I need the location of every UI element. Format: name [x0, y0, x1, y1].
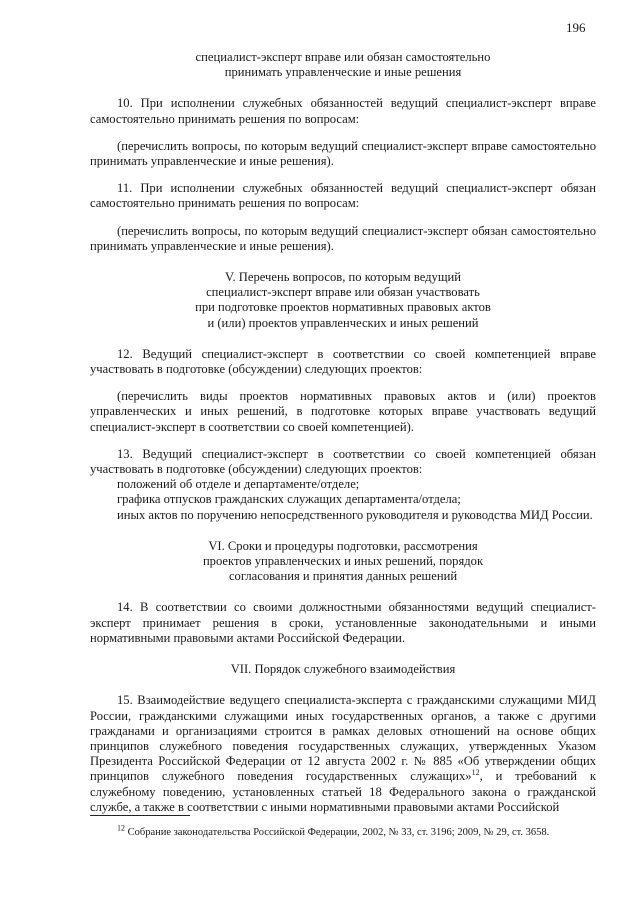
paragraph-11: 11. При исполнении служебных обязанностей ведущий специалист-эксперт обязан самостоятельно принимать решения по вопросам: — [90, 181, 596, 211]
heading-line: специалист-эксперт вправе или обязан самостоятельно — [195, 50, 491, 64]
intro-heading — [90, 50, 596, 80]
section-6-title — [90, 539, 596, 585]
section-title-line: V. Перечень вопросов, по которым ведущий — [225, 270, 461, 285]
paragraph-13-item: иных актов по поручению непосредственного руководителя и руководства МИД России. — [117, 507, 593, 522]
section-title-line: VI. Сроки и процедуры подготовки, рассмотрения — [208, 538, 478, 553]
paragraph-10-list: (перечислить вопросы, по которым ведущий специалист-эксперт вправе самостоятельно принимать управленческие и иные решения). — [90, 138, 596, 169]
paragraph-12-list: (перечислить виды проектов нормативных правовых актов и (или) проектов управленческих и иных решений, в подготовке которых вправе участвовать ведущий специалист-эксперт в соответствии со своей компетенцией). — [90, 389, 596, 434]
section-title-line: при подготовке проектов нормативных правовых актов — [195, 300, 491, 315]
section-title-line: проектов управленческих и иных решений, порядок — [202, 554, 484, 569]
paragraph-10: 10. При исполнении служебных обязанностей ведущий специалист-эксперт вправе самостоятельно принимать решения по вопросам: — [90, 96, 596, 126]
paragraph-13-item: положений об отделе и департаменте/отделе; — [117, 477, 360, 492]
footnote — [90, 823, 596, 839]
footnote-marker: 12 — [117, 823, 125, 833]
section-title-line: специалист-эксперт вправе или обязан участвовать — [206, 285, 480, 300]
paragraph-15 — [90, 693, 596, 815]
document-body — [90, 50, 596, 815]
section-title-line: и (или) проектов управленческих и иных решений — [207, 315, 479, 330]
paragraph-13-item: графика отпусков гражданских служащих департамента/отдела; — [117, 492, 461, 507]
paragraph-12: 12. Ведущий специалист-эксперт в соответствии со своей компетенцией вправе участвовать в подготовке (обсуждении) следующих проектов: — [90, 346, 596, 377]
footnote-text: Собрание законодательства Российской Федерации, 2002, № 33, ст. 3196; 2009, № 29, ст. 3658. — [125, 827, 550, 838]
footnote-reference[interactable]: 12 — [471, 768, 480, 778]
paragraph-11-list: (перечислить вопросы, по которым ведущий специалист-эксперт обязан самостоятельно принимать управленческие и иные решения). — [90, 223, 596, 253]
footnote-divider — [90, 815, 190, 816]
section-5-title — [90, 270, 596, 331]
paragraph-14: 14. В соответствии со своими должностными обязанностями ведущий специалист-эксперт принимает решения в сроки, установленные законодательными и иными нормативными правовыми актами Российской Федерации. — [90, 600, 596, 645]
section-title-line: согласования и принятия данных решений — [228, 569, 458, 584]
page-number: 196 — [566, 20, 586, 35]
paragraph-13: 13. Ведущий специалист-эксперт в соответствии со своей компетенцией обязан участвовать в подготовке (обсуждении) следующих проектов: — [90, 446, 596, 477]
section-7-title: VII. Порядок служебного взаимодействия — [230, 662, 456, 677]
paragraph-15-text: 15. Взаимодействие ведущего специалиста-эксперта с гражданскими служащими МИД России, гражданскими служащими иных государственных органов, а также с другими гражданами и организациями строится в рамках деловых отношений на основе общих принципов служебного поведения государственных служащих, утвержденных Указом Президента Российской Федерации от 12 августа 2002 г. № 885 «Об утверждении общих принципов служебного поведения государственных служащих» — [90, 693, 596, 784]
paragraph-15-text-continued: , и требований к служебному поведению, установленных статьей 18 Федерального закона о гражданской службе, а также в соответствии с иными нормативными правовыми актами Российской — [90, 769, 596, 814]
heading-line: принимать управленческие и иные решения — [224, 65, 462, 80]
